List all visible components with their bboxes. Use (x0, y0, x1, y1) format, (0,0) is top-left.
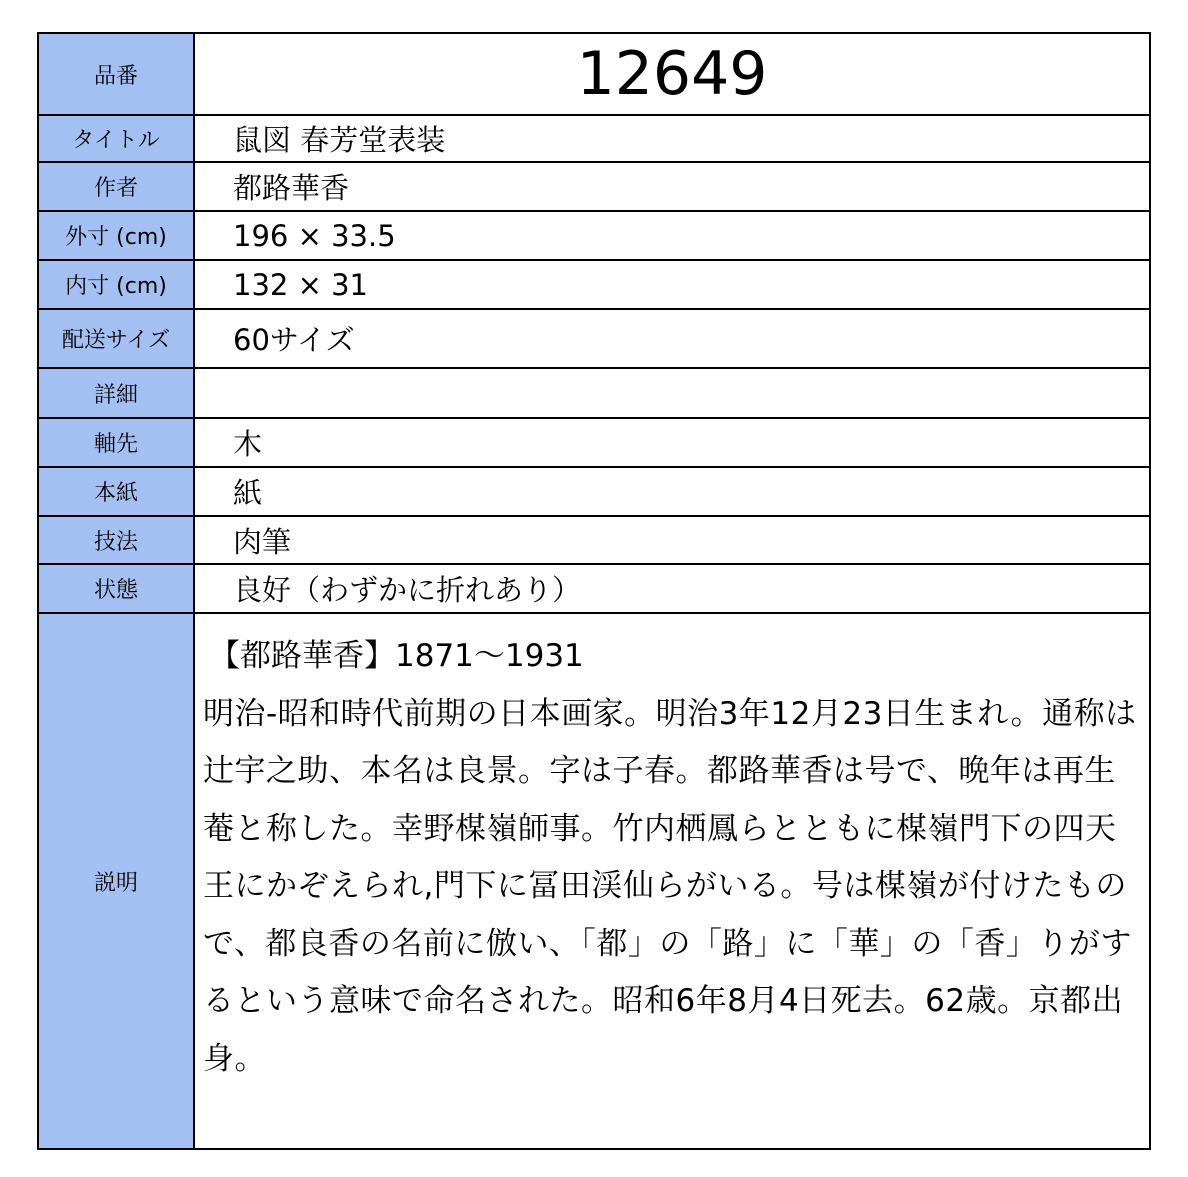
label-inner-size: 内寸 (cm) (39, 261, 195, 310)
label-details: 詳細 (39, 369, 195, 419)
value-roller-ends: 木 (195, 419, 1149, 468)
value-artist: 都路華香 (195, 163, 1149, 212)
description-heading: 【都路華香】1871〜1931 (209, 638, 584, 674)
label-outer-size: 外寸 (cm) (39, 212, 195, 261)
label-roller-ends: 軸先 (39, 419, 195, 468)
label-title: タイトル (39, 116, 195, 163)
label-item-number: 品番 (39, 34, 195, 116)
label-artist: 作者 (39, 163, 195, 212)
value-inner-size: 132 × 31 (195, 261, 1149, 310)
value-base-material: 紙 (195, 468, 1149, 517)
product-spec-table (37, 32, 1151, 1150)
value-description (195, 614, 1149, 1148)
value-details (195, 369, 1149, 419)
label-description: 説明 (39, 614, 195, 1148)
label-base-material: 本紙 (39, 468, 195, 517)
label-technique: 技法 (39, 517, 195, 565)
value-outer-size: 196 × 33.5 (195, 212, 1149, 261)
value-item-number: 12649 (195, 34, 1149, 116)
value-shipping-size: 60サイズ (195, 310, 1149, 369)
description-body: 明治-昭和時代前期の日本画家。明治3年12月23日生まれ。通称は辻宇之助、本名は良景。字は子春。都路華香は号で、晩年は再生菴と称した。幸野楳嶺師事。竹内栖鳳らとともに楳嶺門下の四天王にかぞえられ,門下に冨田渓仙らがいる。号は楳嶺が付けたもので、都良香の名前に倣い、「都」の「路」に「華」の「香」りがするという意味で命名された。昭和6年8月4日死去。62歳。京都出身。 (203, 695, 1137, 1077)
value-title: 鼠図 春芳堂表装 (195, 116, 1149, 163)
label-shipping-size: 配送サイズ (39, 310, 195, 369)
label-condition: 状態 (39, 565, 195, 614)
value-technique: 肉筆 (195, 517, 1149, 565)
value-condition: 良好（わずかに折れあり） (195, 565, 1149, 614)
